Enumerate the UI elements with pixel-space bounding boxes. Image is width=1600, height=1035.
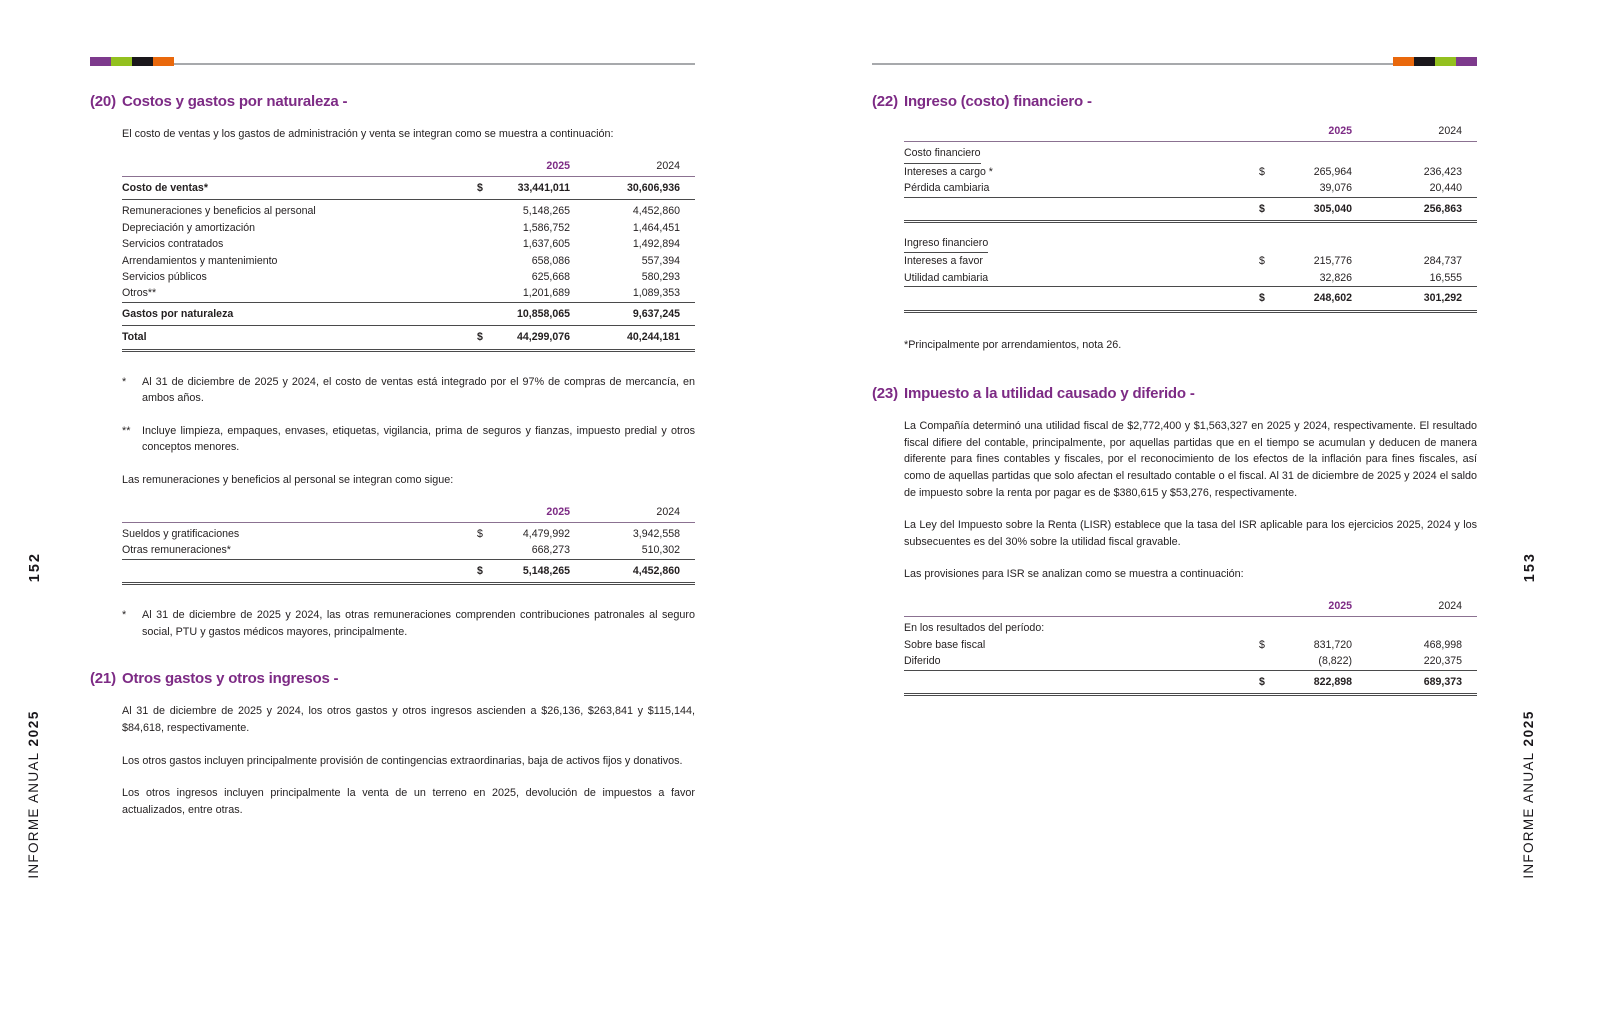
rule-line (90, 63, 695, 65)
table-cell-currency (1259, 180, 1285, 196)
table-cell-2024: 284,737 (1423, 255, 1462, 268)
col-header-2024: 2024 (1438, 125, 1462, 137)
paragraph: La Ley del Impuesto sobre la Renta (LISR) establece que la tasa del ISR aplicable para los ejercicios 2025, 2024 y los subsecuentes es del 30% sobre la utilidad fiscal gravable. (904, 519, 1477, 548)
section-title: Impuesto a la utilidad causado y diferido - (904, 385, 1195, 403)
right-page (872, 57, 1477, 696)
report-title-year: 2025 (26, 710, 41, 747)
footnote (122, 423, 695, 456)
paragraph: La Compañía determinó una utilidad fiscal de $2,772,400 y $1,563,327 en 2025 y 2024, respectivamente. El resultado fiscal difiere del contable, principalmente, por aquellas partidas que en el tiempo se acumulan y deducen de manera diferente para fines contables y fiscales, por el reconocimiento de los efectos de la inflación para fines fiscales, así como de aquellas partidas que solo afectan el resultado contable o el fiscal. Al 31 de diciembre de 2025 y 2024 el saldo de impuesto sobre la renta por pagar es de $380,615 y $53,276, respectivamente. (904, 420, 1477, 499)
table-cell-label: Otros** (122, 287, 157, 300)
col-header-2024: 2024 (1438, 600, 1462, 612)
table-cell-label: Costo de ventas* (122, 182, 208, 194)
table-row (122, 269, 695, 285)
report-title-year: 2025 (1521, 710, 1536, 747)
section-20-heading (90, 93, 695, 110)
col-header-2025: 2025 (546, 505, 570, 518)
table-cell-empty (904, 598, 1259, 614)
table-cell-currency: $ (477, 182, 483, 194)
table-group-row (904, 145, 1477, 163)
purple-square (90, 57, 111, 66)
orange-square (1393, 57, 1414, 66)
table-group-row (904, 620, 1477, 636)
table-cell-empty (1352, 145, 1477, 163)
footnote-marker: * (122, 375, 127, 388)
provisiones-isr-table (904, 598, 1477, 696)
brand-color-bar (90, 57, 174, 66)
table-row (122, 523, 695, 542)
table-group-row (904, 235, 1477, 253)
table-cell-2025: 1,201,689 (522, 287, 570, 300)
remuneraciones-table (122, 504, 695, 586)
table-cell-label (904, 674, 1259, 690)
section-23 (872, 385, 1477, 696)
table-cell-currency: $ (1259, 165, 1265, 178)
group-label: Costo financiero (904, 145, 981, 163)
right-report-title (1521, 710, 1536, 879)
table-cell-2025: 668,273 (531, 544, 570, 557)
rule-line (872, 63, 1477, 65)
table-cell-label: Utilidad cambiaria (904, 271, 989, 284)
left-page (90, 57, 695, 818)
table-cell-2025: 1,637,605 (522, 238, 570, 251)
table-cell-2024: 4,452,860 (632, 205, 680, 218)
left-report-title (26, 710, 41, 879)
paragraph: Al 31 de diciembre de 2025 y 2024, los otros gastos y otros ingresos ascienden a $26,136, $263,841 y $115,144, $84,618, respectivamente. (122, 705, 695, 735)
table-cell-2024: 301,292 (1423, 292, 1462, 305)
table-cell-empty (1259, 123, 1285, 139)
group-label: Ingreso financiero (904, 235, 988, 253)
table-cell-label: Depreciación y amortización (122, 221, 256, 234)
table-cell-label (904, 235, 1259, 253)
table-cell-currency: $ (477, 564, 483, 577)
table-cell-label: Pérdida cambiaria (904, 182, 990, 195)
group-label: En los resultados del período: (904, 622, 1045, 635)
table-row (122, 177, 695, 200)
table-cell-currency (1259, 270, 1285, 286)
table-cell-2024: 689,373 (1423, 675, 1462, 688)
col-header-2024: 2024 (656, 505, 680, 518)
left-page-number: 152 (27, 552, 43, 583)
table-cell-empty (1285, 620, 1352, 636)
ingreso-costo-financiero-table (904, 123, 1477, 313)
paragraph: Los otros gastos incluyen principalmente provisión de contingencias extraordinarias, baja de activos fijos y donativos. (122, 754, 683, 767)
footnote-text: *Principalmente por arrendamientos, nota 26. (904, 338, 1122, 351)
intro-paragraph: Las remuneraciones y beneficios al personal se integran como sigue: (122, 474, 454, 487)
table-cell-2024: 1,464,451 (632, 221, 680, 234)
table-cell-2025: 10,858,065 (516, 307, 570, 320)
table-row-total (122, 560, 695, 585)
green-square (1435, 57, 1456, 66)
table-cell-2025: 32,826 (1319, 271, 1352, 284)
section-23-heading (872, 385, 1477, 402)
table-cell-empty (1285, 235, 1352, 253)
section-number: (22) (872, 93, 898, 110)
section-22 (872, 93, 1477, 353)
table-cell-2024: 1,089,353 (632, 287, 680, 300)
table-cell-label: Remuneraciones y beneficios al personal (122, 205, 316, 218)
footnote-text: Al 31 de diciembre de 2025 y 2024, el costo de ventas está integrado por el 97% de compras de mercancía, en ambos años. (142, 375, 695, 405)
table-cell-2024: 236,423 (1423, 165, 1462, 178)
table-cell-label (122, 563, 477, 579)
table-cell-2024: 40,244,181 (626, 331, 680, 344)
table-cell-label: Intereses a cargo * (904, 165, 993, 178)
table-cell-2025: 5,148,265 (522, 205, 570, 218)
table-cell-empty (477, 158, 503, 174)
table-cell-label (904, 145, 1259, 163)
table-cell-2024: 9,637,245 (632, 307, 680, 320)
table-cell-2025: 658,086 (531, 254, 570, 267)
table-row-subtotal (904, 198, 1477, 223)
right-page-top-rule (872, 57, 1477, 67)
table-header-row (904, 598, 1477, 617)
table-row (904, 180, 1477, 197)
table-row (904, 164, 1477, 180)
table-cell-label: Gastos por naturaleza (122, 307, 234, 320)
table-row-subtotal (122, 302, 695, 326)
table-cell-label: Sueldos y gratificaciones (122, 528, 240, 541)
section-title: Ingreso (costo) financiero - (904, 93, 1092, 110)
purple-square (1456, 57, 1477, 66)
table-cell-currency (477, 269, 503, 285)
table-cell-2025: 822,898 (1313, 675, 1352, 688)
black-square (132, 57, 153, 66)
table-cell-empty (122, 504, 477, 520)
table-cell-empty (1285, 145, 1352, 163)
col-header-2025: 2025 (1328, 600, 1352, 612)
table-row (122, 285, 695, 301)
table-row-total (904, 671, 1477, 696)
footnote-text: Al 31 de diciembre de 2025 y 2024, las otras remuneraciones comprenden contribuciones patronales al seguro social, PTU y gastos médicos mayores, principalmente. (142, 609, 695, 638)
table-row-subtotal (904, 287, 1477, 312)
table-cell-empty (1259, 620, 1285, 636)
report-title-text: INFORME ANUAL (1521, 751, 1536, 879)
table-cell-label: Intereses a favor (904, 255, 983, 268)
table-cell-2025: (8,822) (1318, 655, 1352, 668)
footnote (122, 374, 695, 407)
table-cell-label: Servicios públicos (122, 271, 207, 284)
table-header-row (904, 123, 1477, 142)
table-cell-2024: 30,606,936 (626, 182, 680, 194)
table-row (904, 653, 1477, 670)
table-cell-empty (1259, 145, 1285, 163)
section-21 (90, 670, 695, 818)
table-cell-currency (477, 285, 503, 301)
table-cell-2025: 625,668 (531, 271, 570, 284)
table-cell-label: Total (122, 331, 147, 344)
footnote-marker: * (122, 609, 127, 622)
table-row (904, 637, 1477, 653)
table-cell-currency (477, 203, 503, 219)
table-cell-2024: 16,555 (1429, 271, 1462, 284)
table-cell-2025: 33,441,011 (517, 182, 570, 194)
table-cell-2025: 265,964 (1313, 165, 1352, 178)
table-cell-currency (1259, 653, 1285, 669)
table-cell-currency: $ (477, 528, 483, 541)
section-21-heading (90, 670, 695, 687)
table-row (122, 220, 695, 236)
costos-gastos-table (122, 158, 695, 352)
table-cell-label: Sobre base fiscal (904, 638, 986, 651)
orange-square (153, 57, 174, 66)
table-cell-empty (1352, 620, 1477, 636)
section-number: (20) (90, 93, 116, 110)
table-cell-2024: 557,394 (641, 254, 680, 267)
table-cell-2024: 20,440 (1429, 182, 1462, 195)
left-page-top-rule (90, 57, 695, 67)
section-20 (90, 93, 695, 640)
table-cell-2025: 39,076 (1319, 182, 1352, 195)
table-cell-2024: 1,492,894 (632, 238, 680, 251)
footnote (122, 607, 695, 640)
table-cell-currency: $ (1259, 638, 1265, 651)
table-cell-currency (477, 542, 503, 558)
table-cell-empty (477, 504, 503, 520)
table-row (122, 253, 695, 269)
footnote-marker: ** (122, 424, 131, 437)
table-cell-2024: 220,375 (1423, 655, 1462, 668)
paragraph: Las provisiones para ISR se analizan como se muestra a continuación: (904, 568, 1244, 581)
table-cell-label: Arrendamientos y mantenimiento (122, 254, 278, 267)
intro-paragraph: El costo de ventas y los gastos de administración y venta se integran como se muestra a continuación: (122, 128, 614, 140)
table-cell-label (904, 290, 1259, 306)
table-cell-currency: $ (1259, 675, 1265, 688)
table-cell-currency (477, 306, 503, 322)
table-cell-currency: $ (477, 331, 483, 344)
table-cell-2024: 580,293 (641, 271, 680, 284)
report-title-text: INFORME ANUAL (26, 751, 41, 879)
table-cell-label: Diferido (904, 655, 941, 668)
table-cell-2025: 5,148,265 (522, 564, 570, 577)
table-cell-currency: $ (1259, 255, 1265, 268)
col-header-2024: 2024 (656, 159, 680, 172)
table-cell-2024: 510,302 (641, 544, 680, 557)
table-cell-2025: 831,720 (1313, 638, 1352, 651)
section-title: Otros gastos y otros ingresos - (122, 670, 339, 688)
table-row (904, 270, 1477, 287)
right-page-number: 153 (1522, 552, 1538, 583)
table-cell-currency (477, 220, 503, 236)
section-number: (21) (90, 670, 116, 688)
black-square (1414, 57, 1435, 66)
table-cell-empty (122, 158, 477, 174)
col-header-2025: 2025 (546, 159, 570, 172)
table-cell-2025: 44,299,076 (516, 331, 570, 344)
table-cell-2025: 215,776 (1313, 255, 1352, 268)
green-square (111, 57, 132, 66)
table-row (122, 200, 695, 219)
section-number: (23) (872, 385, 898, 403)
table-row (122, 542, 695, 559)
footnote-text: Incluye limpieza, empaques, envases, etiquetas, vigilancia, prima de seguros y fianzas, impuesto predial y otros conceptos menores. (142, 424, 695, 454)
table-header-row (122, 504, 695, 523)
table-cell-currency (477, 236, 503, 252)
table-cell-2025: 305,040 (1313, 202, 1352, 215)
table-cell-2025: 1,586,752 (522, 221, 570, 234)
table-cell-2024: 4,452,860 (632, 564, 680, 577)
table-row-total (122, 326, 695, 351)
table-header-row (122, 158, 695, 177)
paragraph: Los otros ingresos incluyen principalmente la venta de un terreno en 2025, devolución de impuestos a favor actualizados, entre otras. (122, 787, 695, 816)
table-cell-empty (1259, 598, 1285, 614)
table-cell-2025: 4,479,992 (522, 528, 570, 541)
table-row (904, 253, 1477, 269)
table-cell-currency (477, 253, 503, 269)
table-cell-currency: $ (1259, 292, 1265, 305)
table-cell-empty (904, 123, 1259, 139)
table-cell-currency: $ (1259, 202, 1265, 215)
table-cell-2024: 468,998 (1423, 638, 1462, 651)
table-cell-empty (1259, 235, 1285, 253)
table-cell-2024: 3,942,558 (632, 528, 680, 541)
table-row (122, 236, 695, 252)
table-cell-2025: 248,602 (1313, 292, 1352, 305)
table-cell-label (904, 201, 1259, 217)
section-22-heading (872, 93, 1477, 110)
section-title: Costos y gastos por naturaleza - (122, 93, 348, 110)
table-cell-empty (1352, 235, 1477, 253)
brand-color-bar (1393, 57, 1477, 66)
table-cell-2024: 256,863 (1423, 202, 1462, 215)
table-cell-label: Servicios contratados (122, 238, 224, 251)
col-header-2025: 2025 (1328, 125, 1352, 137)
table-cell-label: Otras remuneraciones* (122, 544, 231, 557)
